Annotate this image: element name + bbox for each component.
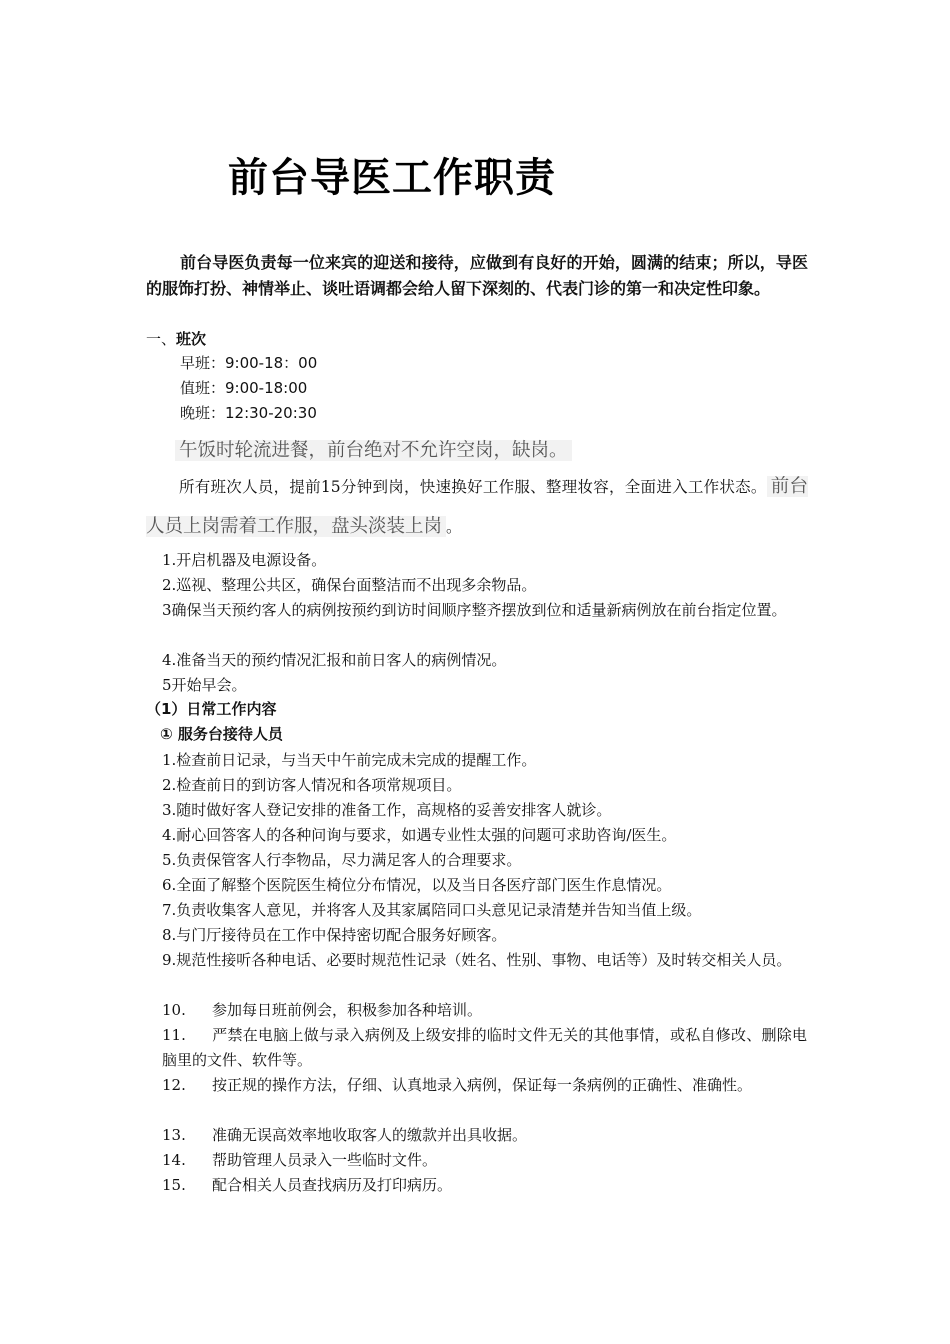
item-number: 14. [162, 1151, 186, 1169]
item-text: 配合相关人员查找病历及打印病历。 [212, 1176, 453, 1194]
list-item: 2.检查前日的到访客人情况和各项常规项目。 [162, 776, 462, 794]
list-item: 8.与门厅接待员在工作中保持密切配合服务好顾客。 [162, 926, 507, 944]
list-item [162, 998, 807, 1023]
item-number: 15. [162, 1176, 186, 1194]
daily-work-heading: （1）日常工作内容 [146, 700, 277, 718]
item-text: 按正规的操作方法，仔细、认真地录入病例，保证每一条病例的正确性、准确性。 [212, 1076, 753, 1094]
item-text: 帮助管理人员录入一些临时文件。 [212, 1151, 438, 1169]
page-title: 前台导医工作职责 [228, 155, 556, 201]
list-item [162, 1073, 807, 1098]
list-item: 1.开启机器及电源设备。 [162, 551, 327, 569]
arrival-paragraph [146, 467, 808, 547]
uniform-note: 前台人员上岗需着工作服，盘头淡装上岗 [146, 476, 808, 537]
lunch-note [175, 436, 572, 462]
list-item: 3确保当天预约客人的病例按预约到访时间顺序整齐摆放到位和适量新病例放在前台指定位置。 [162, 601, 787, 619]
list-item: 7.负责收集客人意见，并将客人及其家属陪同口头意见记录清楚并告知当值上级。 [162, 901, 702, 919]
list-item: 5.负责保管客人行李物品，尽力满足客人的合理要求。 [162, 851, 522, 869]
list-item [162, 1123, 807, 1148]
list-item: 3.随时做好客人登记安排的准备工作，高规格的妥善安排客人就诊。 [162, 801, 612, 819]
service-desk-heading: ① 服务台接待人员 [160, 725, 283, 743]
shift-early: 早班：9:00-18：00 [180, 354, 318, 372]
section-prefix: 一、 [146, 330, 177, 348]
list-item: 9.规范性接听各种电话、必要时规范性记录（姓名、性别、事物、电话等）及时转交相关人员。 [162, 951, 792, 969]
shift-duty: 值班：9:00-18:00 [180, 379, 308, 397]
shift-late: 晚班：12:30-20:30 [180, 404, 317, 422]
list-item: 4.耐心回答客人的各种问询与要求，如遇专业性太强的问题可求助咨询/医生。 [162, 826, 677, 844]
list-item: 5开始早会。 [162, 676, 247, 694]
item-number: 12. [162, 1076, 186, 1094]
list-item: 1.检查前日记录，与当天中午前完成未完成的提醒工作。 [162, 751, 537, 769]
item-number: 11. [162, 1026, 186, 1044]
item-number: 10. [162, 1001, 186, 1019]
intro-paragraph: 前台导医负责每一位来宾的迎送和接待，应做到有良好的开始，圆满的结束；所以，导医的服饰打扮、神情举止、谈吐语调都会给人留下深刻的、代表门诊的第一和决定性印象。 [146, 253, 808, 298]
item-text: 准确无误高效率地收取客人的缴款并出具收据。 [212, 1126, 528, 1144]
item-text: 参加每日班前例会，积极参加各种培训。 [212, 1001, 483, 1019]
uniform-tail: 。 [446, 518, 462, 536]
list-item [162, 1173, 807, 1198]
list-item [162, 1023, 807, 1073]
item-number: 13. [162, 1126, 186, 1144]
list-item: 4.准备当天的预约情况汇报和前日客人的病例情况。 [162, 651, 507, 669]
item-text: 严禁在电脑上做与录入病例及上级安排的临时文件无关的其他事情，或私自修改、删除电脑里的文件、软件等。 [162, 1026, 807, 1069]
arrival-text: 所有班次人员，提前15分钟到岗，快速换好工作服、整理妆容，全面进入工作状态。 [179, 478, 767, 496]
section-label: 班次 [176, 330, 207, 348]
section-heading-shifts [146, 328, 206, 349]
list-item [162, 1148, 807, 1173]
highlighted-note: 午饭时轮流进餐，前台绝对不允许空岗，缺岗。 [175, 440, 572, 461]
list-item: 6.全面了解整个医院医生椅位分布情况，以及当日各医疗部门医生作息情况。 [162, 876, 672, 894]
list-item: 2.巡视、整理公共区，确保台面整洁而不出现多余物品。 [162, 576, 537, 594]
